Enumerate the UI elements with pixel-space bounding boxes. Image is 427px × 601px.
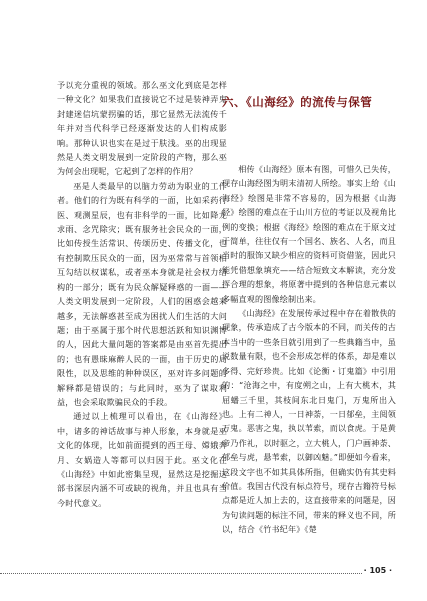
body-paragraph: 相传《山海经》原本有图，可惜久已失传，现存山海经图为明末清初人所绘。事实上给《山海经》绘图是非常不容易的，因为根据《山海经》绘图的难点在于山川方位的考证以及视角比例的变换；根据《海经》绘图的难点在于原文过于简单，往往仅有一个国名、族名、人名，而且当时的服饰又缺少相应的资料可资借鉴，因此只能凭借想象填充——结合短致文本解读，充分发挥合理的想象，将原著中提到的各种信息元素以多幅直观的图像绘制出来。 [222,164,396,304]
footer-divider [0,573,372,574]
body-paragraph: 通过以上梳理可以看出，在《山海经》中，诸多的神话故事与神人形象，本身就是巫文化的体现，比如前面提到的西王母、嫦娥奔月、女娲造人等都可以归因于此。巫文化在《山海经》中如此密集呈现，显然这是挖掘这部书深层内涵不可或缺的视角，并且也具有当今时代意义。 [57,411,227,508]
right-text-column [222,162,396,537]
body-paragraph: 巫是人类最早的以脑力劳动为职业的工作者。他们的行为既有科学的一面，比如采药行医、观测星辰，也有非科学的一面，比如降龙求雨、念咒除灾；既有服务社会民众的一面，比如传授生活常识、传颂历史、传播文化，也有控制欺压民众的一面，因为巫常常与首领相互勾结以权谋私，或者巫本身就是社会权力结构的一部分；既有为民众解疑释惑的一面——人类文明发展到一定阶段，人们的困惑会越来越多，无法解惑甚至成为困扰人们生活的大问题；由于巫属于那个时代思想活跃和知识渊博的人，因此大量问题的答案都是由巫首先提出的；也有愚昧麻醉人民的一面，由于历史的局限性，以及思维的种种误区，巫对许多问题的解释都是错误的；与此同时，巫为了谋取利益，也会采取欺骗民众的手段。 [57,180,227,407]
left-text-column [57,78,227,510]
section-heading: 六、《山海经》的流传与保管 [222,95,373,109]
page-number: · 105 · [363,566,392,575]
body-paragraph: 《山海经》在发展传承过程中存在着散佚的现象，传承造成了古今版本的不同，而关传的古本当中的一些条目就引用到了一些典籍当中，虽说数量有限，也不会形成怎样的体系，却是难以多得、完好珍贵。比如《论衡・订鬼篇》中引用的：“沧海之中，有度朔之山，上有大桃木，其屈蟠三千里，其枝间东北日鬼门，万鬼所出入也。上有二神人，一日神荼，一日郁垒，主阅领万鬼。恶害之鬼，执以苇索，而以食虎。于是黄帝乃作礼，以时驱之，立大桃人，门户画神荼、郁垒与虎，悬苇索，以御凶魅。”即便如今看来，这段文字也不如其具体所指，但确实仍有其史料价值。我国古代没有标点符号，现存古籍符号标点都是近人加上去的，这直接带来的问题是，因为句读问题的标注不同，带来的释义也不同，所以，结合《竹书纪年》《楚 [222,308,396,535]
body-paragraph: 予以充分重视的领域。那么巫文化到底是怎样一种文化？如果我们直接说它不过是装神弄鬼封建迷信坑蒙拐骗的话，那它显然无法流传千年并对当代科学已经逐渐发达的人们构成影响。那种认识也实在是过于肤浅。巫的出现显然是人类文明发展到一定阶段的产物，那么巫为何会出现呢，它起到了怎样的作用？ [57,80,227,177]
